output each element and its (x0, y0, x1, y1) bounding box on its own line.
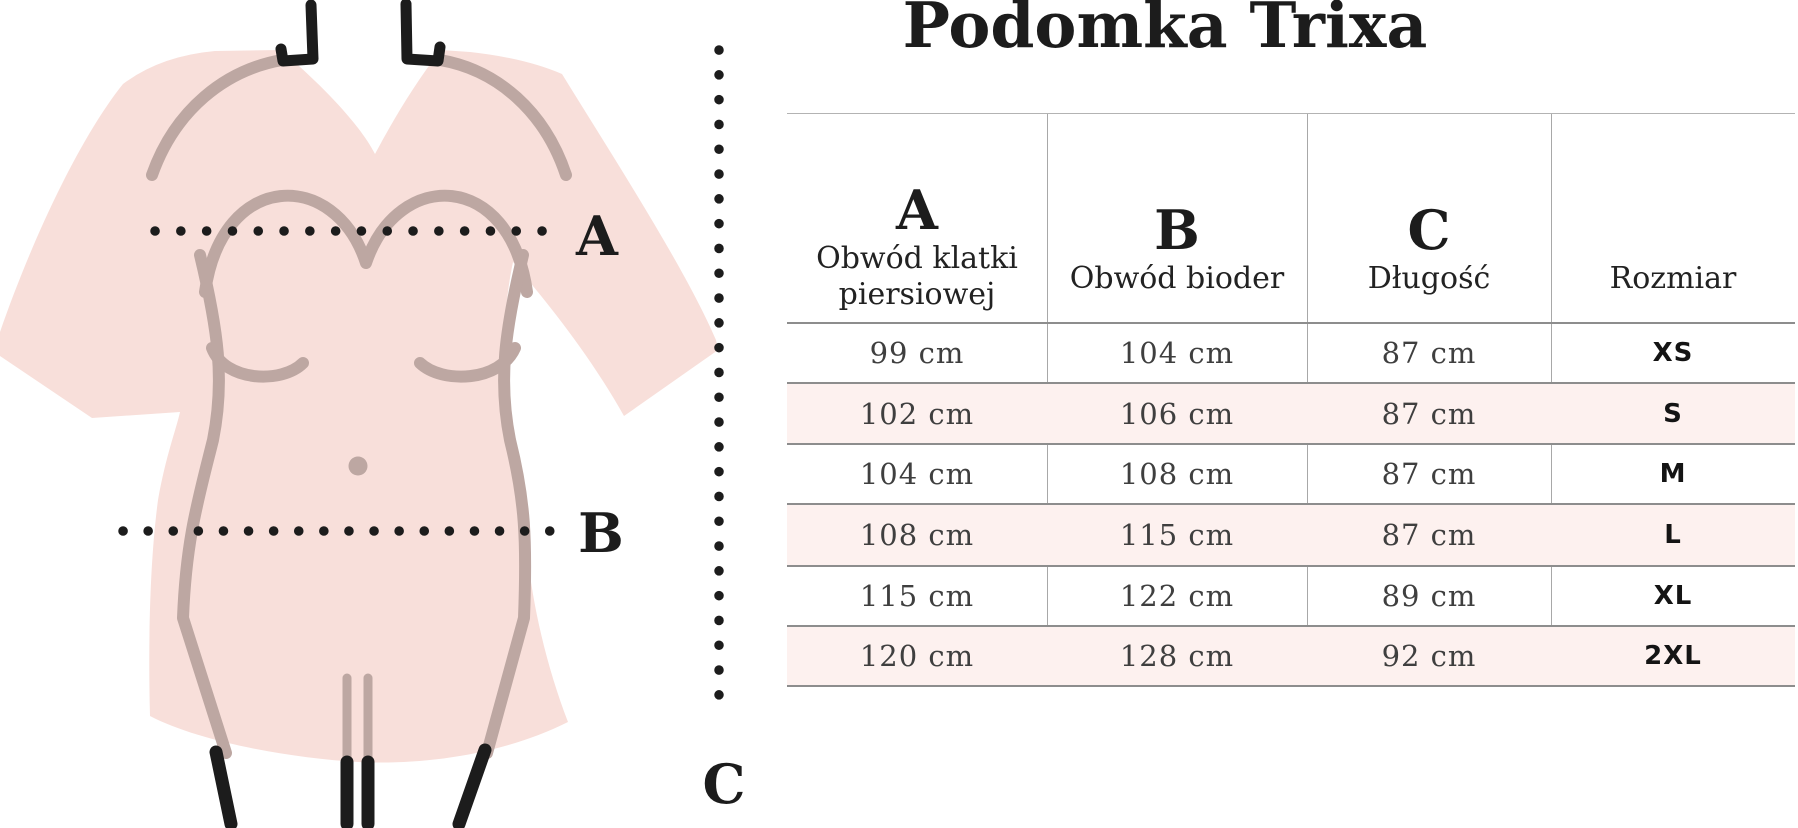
column-title: Rozmiar (1609, 260, 1737, 296)
size-row-xs (787, 322, 1795, 382)
size-value: XL (1653, 581, 1693, 611)
measurement-value: 87 cm (1381, 396, 1477, 431)
measurement-value: 87 cm (1381, 336, 1477, 370)
measurement-value: 120 cm (859, 639, 975, 673)
navel-dot (349, 457, 368, 476)
left-leg-line (216, 752, 231, 824)
size-row-s (787, 382, 1795, 443)
size-value: M (1659, 459, 1687, 489)
column-header-rozmiar (1551, 113, 1795, 322)
size-value: 2XL (1644, 641, 1702, 671)
size-row-l (787, 503, 1795, 565)
column-letter: A (896, 178, 938, 243)
robe-illustration (0, 0, 750, 828)
right-leg-line (459, 750, 485, 824)
measurement-value: 108 cm (859, 518, 975, 552)
measurement-value: 104 cm (859, 457, 975, 491)
column-letter: B (1154, 197, 1200, 262)
column-title: Obwód klatki piersiowej (816, 241, 1018, 312)
size-value: L (1664, 520, 1682, 550)
column-header-a (787, 113, 1047, 322)
measurement-value: 106 cm (1119, 396, 1235, 431)
measurement-value: 87 cm (1381, 457, 1477, 491)
size-row-m (787, 443, 1795, 503)
column-header-c (1307, 113, 1551, 322)
measurement-value: 108 cm (1119, 457, 1235, 491)
measurement-value: 115 cm (1119, 518, 1235, 552)
size-row-2xl (787, 625, 1795, 687)
size-value: XS (1652, 338, 1694, 368)
measurement-value: 115 cm (859, 579, 975, 613)
measurement-value: 104 cm (1119, 336, 1235, 370)
column-title: Obwód bioder (1069, 260, 1285, 296)
column-title: Długość (1367, 260, 1491, 296)
measurement-value: 92 cm (1381, 639, 1477, 673)
hip-line-label: B (578, 501, 624, 565)
measurement-value: 87 cm (1381, 518, 1477, 552)
column-header-b (1047, 113, 1307, 322)
measurement-value: 89 cm (1381, 579, 1477, 613)
size-value: S (1663, 398, 1683, 429)
size-row-xl (787, 565, 1795, 625)
chest-line-label: A (576, 204, 618, 268)
page-title: Podomka Trixa (902, 0, 1428, 62)
measurement-value: 102 cm (859, 396, 975, 431)
column-letter: C (1407, 197, 1451, 262)
robe-body-shape (0, 50, 718, 763)
measurement-value: 122 cm (1119, 579, 1235, 613)
size-table (787, 113, 1795, 687)
length-line-label: C (702, 752, 746, 816)
measurement-value: 128 cm (1119, 639, 1235, 673)
measurement-value: 99 cm (869, 336, 965, 370)
